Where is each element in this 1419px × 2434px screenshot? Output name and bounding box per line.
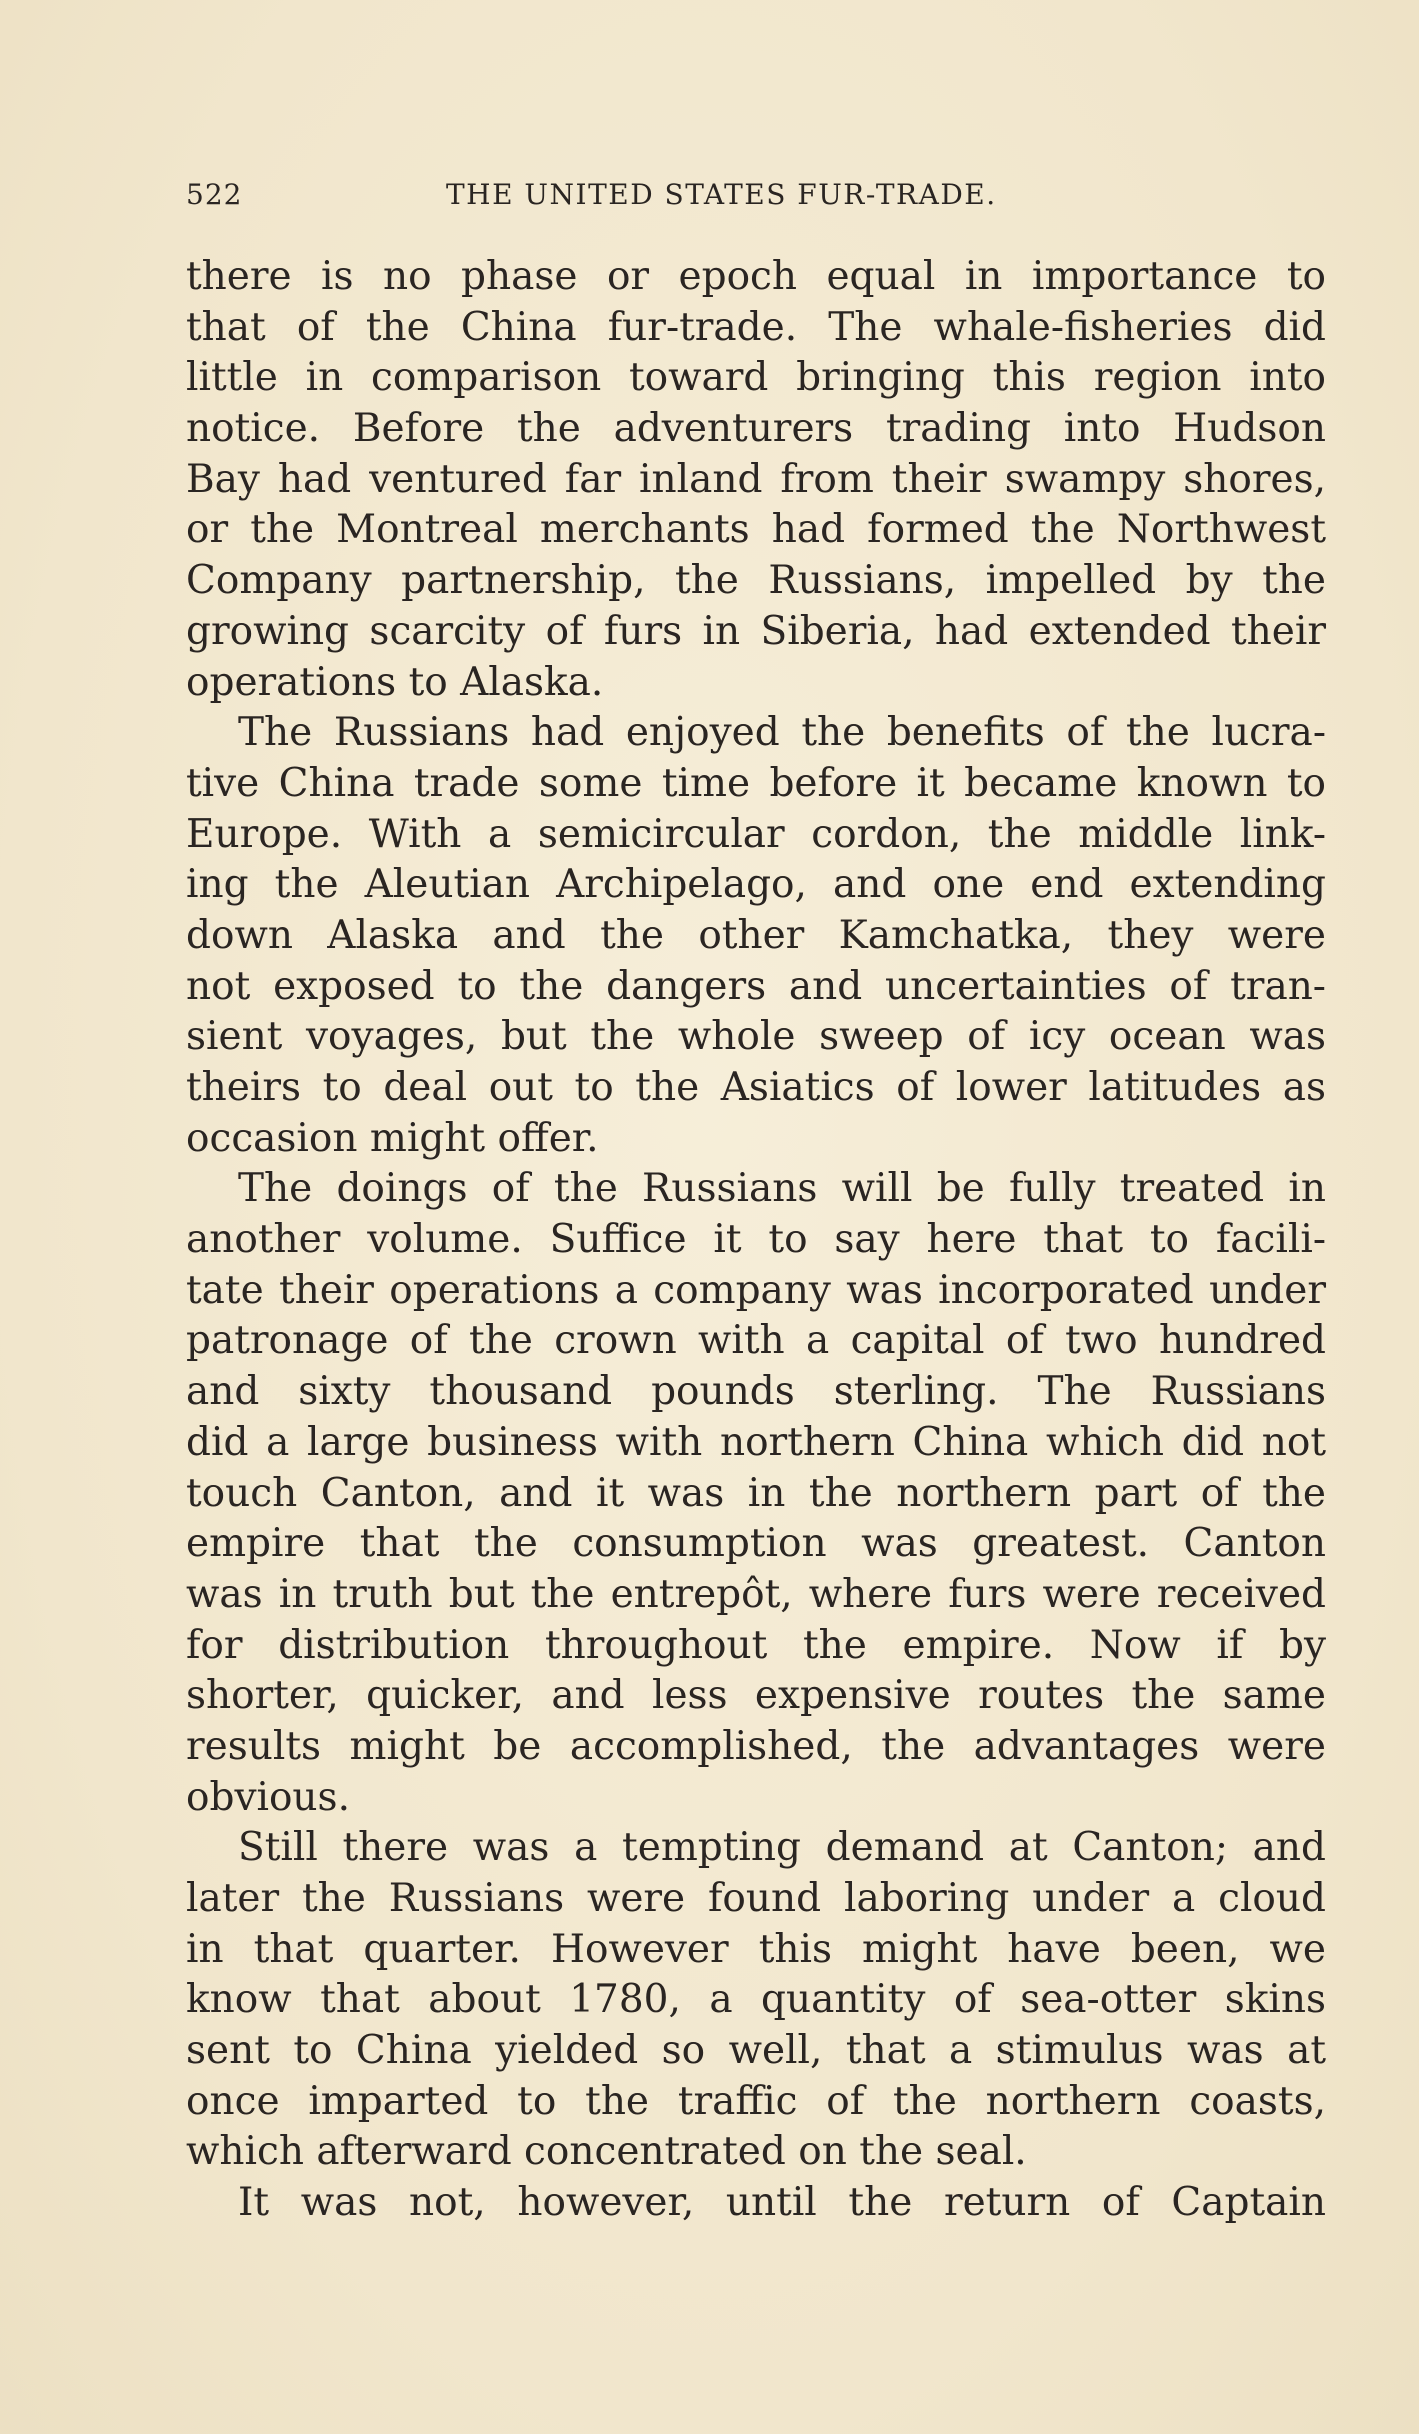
text-line: results might be accomplished, the advantages were	[186, 1723, 1326, 1769]
text-line: ing the Aleutian Archipelago, and one end extending	[186, 862, 1326, 908]
text-line: Europe. With a semicircular cordon, the middle link-	[186, 811, 1326, 857]
text-line: The doings of the Russians will be fully treated in	[238, 1166, 1326, 1212]
text-line: that of the China fur-trade. The whale-fisheries did	[186, 304, 1326, 350]
text-line: patronage of the crown with a capital of two hundred	[186, 1318, 1326, 1364]
text-line: The Russians had enjoyed the benefits of the lucra-	[238, 710, 1326, 756]
text-line: theirs to deal out to the Asiatics of lower latitudes as	[186, 1065, 1326, 1110]
text-line: notice. Before the adventurers trading into Hudson	[186, 406, 1326, 452]
text-line: empire that the consumption was greatest. Canton	[186, 1521, 1326, 1567]
text-line: operations to Alaska.	[186, 659, 604, 705]
text-line: It was not, however, until the return of Captain	[238, 2180, 1326, 2226]
text-line: did a large business with northern China which did not	[186, 1419, 1326, 1465]
text-line: tate their operations a company was incorporated under	[186, 1267, 1326, 1313]
text-line: know that about 1780, a quantity of sea-otter skins	[186, 1977, 1326, 2023]
page-number: 522	[186, 178, 243, 211]
text-line: was in truth but the entrepôt, where furs were received	[186, 1571, 1326, 1617]
text-line: down Alaska and the other Kamchatka, they were	[186, 912, 1326, 958]
text-line: later the Russians were found laboring under a cloud	[186, 1876, 1326, 1921]
text-line: growing scarcity of furs in Siberia, had extended their	[186, 608, 1326, 654]
body-text	[186, 252, 1326, 2229]
text-line: which afterward concentrated on the seal.	[186, 2129, 1027, 2175]
text-line: another volume. Suffice it to say here that to facili-	[186, 1217, 1326, 1263]
text-line: sent to China yielded so well, that a stimulus was at	[186, 2028, 1326, 2074]
text-line: and sixty thousand pounds sterling. The Russians	[186, 1369, 1326, 1415]
text-line: obvious.	[186, 1774, 350, 1820]
text-line: Still there was a tempting demand at Canton; and	[238, 1825, 1326, 1871]
text-line: Company partnership, the Russians, impelled by the	[186, 558, 1326, 604]
text-line: tive China trade some time before it became known to	[186, 760, 1326, 806]
text-line: once imparted to the traffic of the northern coasts,	[186, 2078, 1326, 2124]
text-line: shorter, quicker, and less expensive routes the same	[186, 1673, 1326, 1719]
text-line: or the Montreal merchants had formed the Northwest	[186, 507, 1326, 553]
text-line: not exposed to the dangers and uncertainties of tran-	[186, 963, 1326, 1009]
running-head	[186, 178, 1326, 218]
running-title: THE UNITED STATES FUR-TRADE.	[446, 178, 997, 211]
text-line: Bay had ventured far inland from their swampy shores,	[186, 456, 1326, 502]
text-line: in that quarter. However this might have been, we	[186, 1926, 1326, 1972]
text-line: occasion might offer.	[186, 1115, 599, 1161]
text-line: little in comparison toward bringing this region into	[186, 355, 1326, 401]
text-line: sient voyages, but the whole sweep of icy ocean was	[186, 1014, 1326, 1060]
text-line: there is no phase or epoch equal in importance to	[186, 254, 1326, 299]
text-line: touch Canton, and it was in the northern part of the	[186, 1470, 1326, 1516]
text-line: for distribution throughout the empire. Now if by	[186, 1622, 1326, 1668]
